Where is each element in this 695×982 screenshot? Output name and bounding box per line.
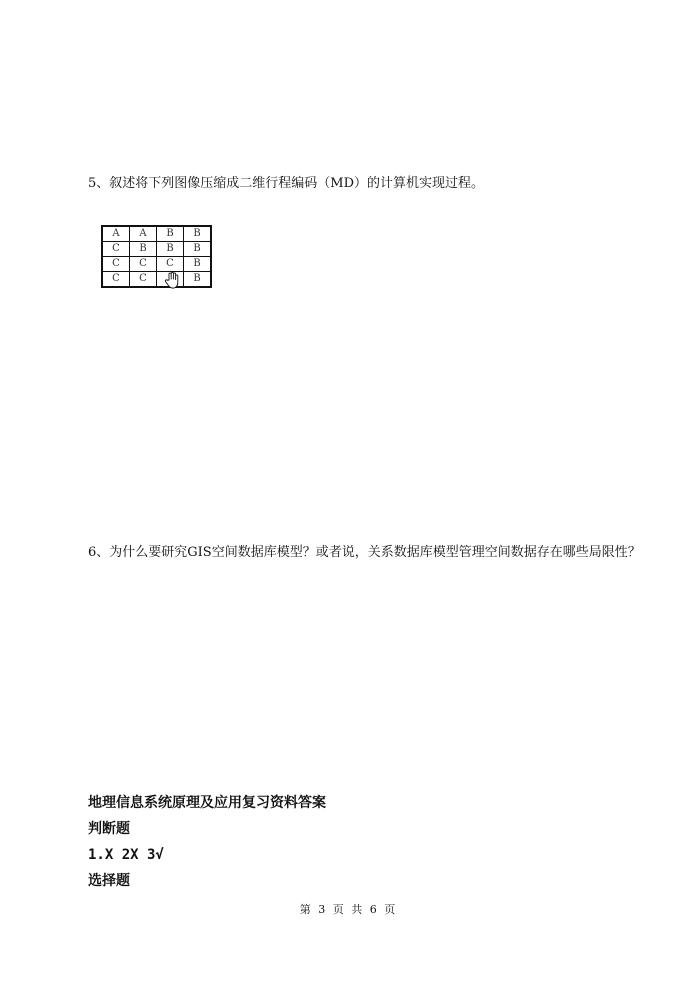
grid-cell: C <box>102 272 130 288</box>
page-number: 第 3 页 共 6 页 <box>299 903 396 916</box>
grid-cell: C <box>102 242 130 257</box>
grid-row <box>102 257 211 272</box>
grid-cell: C <box>130 272 157 288</box>
raster-grid <box>101 225 212 288</box>
grid-cell: A <box>130 226 157 242</box>
grid-cell: C <box>102 257 130 272</box>
grid-cell: B <box>184 257 212 272</box>
grid-cell: B <box>184 272 212 288</box>
answers-title: 地理信息系统原理及应用复习资料答案 <box>88 795 326 811</box>
grid-row <box>102 272 211 288</box>
grid-row <box>102 242 211 257</box>
grid-cell: B <box>184 242 212 257</box>
grid-cell: B <box>184 226 212 242</box>
answer-section <box>88 790 326 894</box>
grid-row <box>102 226 211 242</box>
grid-cell: B <box>130 242 157 257</box>
hand-cursor-icon <box>164 271 180 289</box>
grid-cell: B <box>157 226 184 242</box>
grid-cell: C <box>157 257 184 272</box>
grid-cell: C <box>130 257 157 272</box>
true-false-heading: 判断题 <box>88 821 130 837</box>
multiple-choice-heading: 选择题 <box>88 873 130 889</box>
grid-cell: A <box>102 226 130 242</box>
question-5-text: 5、叙述将下列图像压缩成二维行程编码（MD）的计算机实现过程。 <box>88 176 485 191</box>
true-false-answers: 1.X 2X 3√ <box>88 847 164 863</box>
question-6-text: 6、为什么要研究GIS空间数据库模型？或者说，关系数据库模型管理空间数据存在哪些局限性？ <box>88 545 641 560</box>
grid-cell: B <box>157 242 184 257</box>
